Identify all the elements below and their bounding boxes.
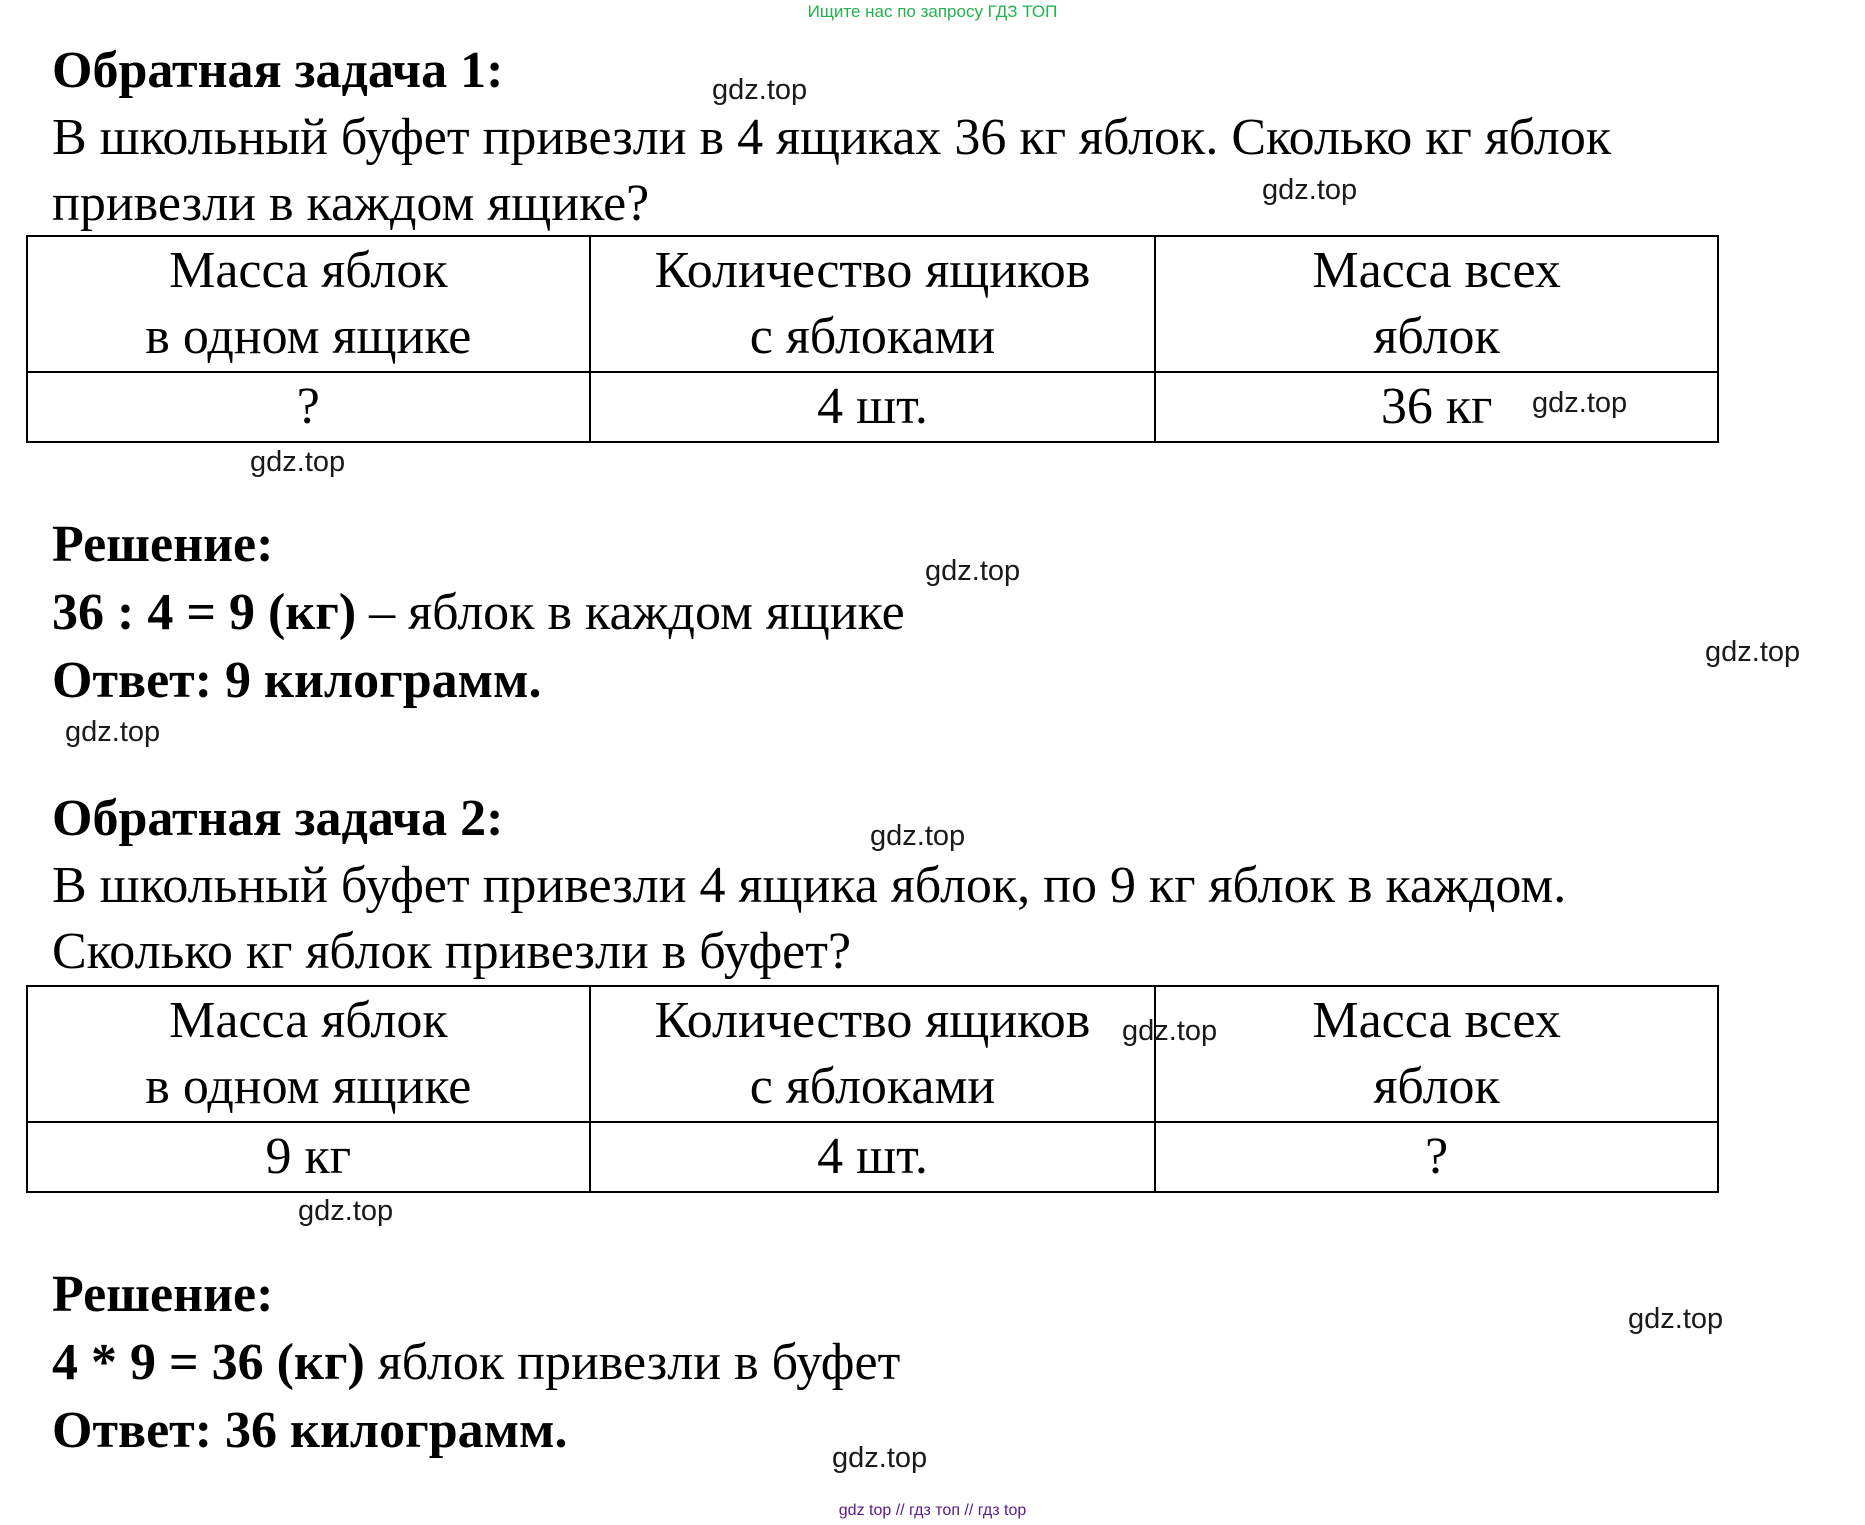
watermark: gdz.top xyxy=(1122,1015,1218,1047)
table-cell: 36 кг xyxy=(1155,372,1718,442)
task2-heading: Обратная задача 2: xyxy=(52,790,504,847)
task1-text-line1: В школьный буфет привезли в 4 ящиках 36 кг яблок. Сколько кг яблок xyxy=(52,109,1612,166)
table-row xyxy=(27,372,1718,442)
task2-text-line1: В школьный буфет привезли 4 ящика яблок, по 9 кг яблок в каждом. xyxy=(52,857,1567,914)
task1-statement xyxy=(52,38,1842,238)
solution-line: 4 * 9 = 36 (кг) яблок привезли в буфет xyxy=(52,1334,901,1391)
footer: gdz top // гдз топ // гдз top xyxy=(838,1502,1027,1519)
watermark: gdz.top xyxy=(250,446,346,478)
table-cell: 9 кг xyxy=(27,1122,590,1192)
header-cell: Количество ящиков с яблоками xyxy=(590,236,1156,372)
answer-line: Ответ: 36 килограмм. xyxy=(52,1402,568,1459)
task2-solution xyxy=(52,1261,1842,1465)
watermark: gdz.top xyxy=(298,1195,394,1227)
watermark: gdz.top xyxy=(65,716,161,748)
header-cell: Масса всех яблок xyxy=(1155,986,1718,1122)
table-cell: 4 шт. xyxy=(590,1122,1156,1192)
watermark: gdz.top xyxy=(1628,1303,1724,1335)
header-cell: Масса всех яблок xyxy=(1155,236,1718,372)
table-cell: ? xyxy=(1155,1122,1718,1192)
solution-title: Решение: xyxy=(52,516,274,573)
task1-text-line2: привезли в каждом ящике? xyxy=(52,175,650,232)
table-header-row xyxy=(27,236,1718,372)
watermark: gdz.top xyxy=(1262,174,1358,206)
watermark: gdz.top xyxy=(832,1442,928,1474)
solution-line: 36 : 4 = 9 (кг) – яблок в каждом ящике xyxy=(52,584,905,641)
answer-line: Ответ: 9 килограмм. xyxy=(52,652,542,709)
table-cell: 4 шт. xyxy=(590,372,1156,442)
watermark: gdz.top xyxy=(1532,387,1628,419)
task2-text-line2: Сколько кг яблок привезли в буфет? xyxy=(52,923,852,980)
header-cell: Количество ящиков с яблоками xyxy=(590,986,1156,1122)
watermark: gdz.top xyxy=(1705,636,1801,668)
solution-title: Решение: xyxy=(52,1266,274,1323)
task1-heading: Обратная задача 1: xyxy=(52,42,504,99)
watermark: gdz.top xyxy=(925,555,1021,587)
task1-table xyxy=(26,235,1719,443)
table-row xyxy=(27,1122,1718,1192)
watermark: gdz.top xyxy=(870,820,966,852)
watermark: gdz.top xyxy=(712,74,808,106)
table-header-row xyxy=(27,986,1718,1122)
table-cell: ? xyxy=(27,372,590,442)
top-banner: Ищите нас по запросу ГДЗ ТОП xyxy=(807,2,1058,21)
task2-table xyxy=(26,985,1719,1193)
header-cell: Масса яблок в одном ящике xyxy=(27,986,590,1122)
task2-statement xyxy=(52,786,1842,986)
task1-solution xyxy=(52,511,1842,715)
header-cell: Масса яблок в одном ящике xyxy=(27,236,590,372)
